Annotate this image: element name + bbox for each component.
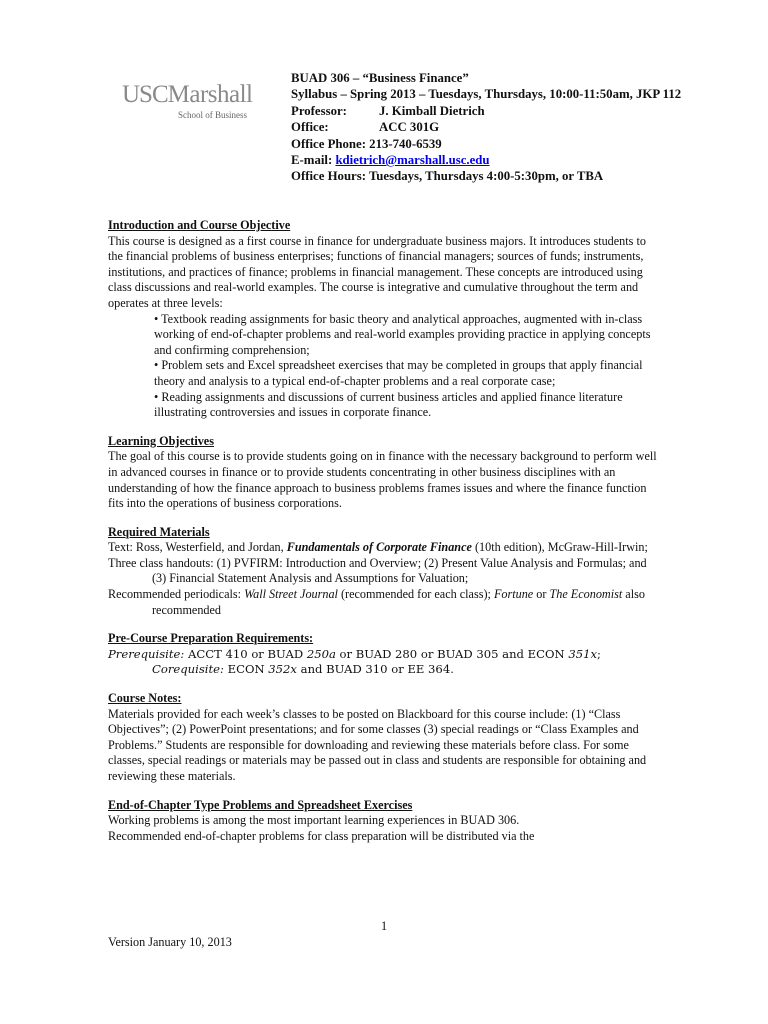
course-title: BUAD 306 – “Business Finance”: [291, 71, 469, 85]
version-footer: Version January 10, 2013: [108, 935, 232, 949]
syllabus-line: Syllabus – Spring 2013 – Tuesdays, Thursdays, 10:00-11:50am, JKP 112: [291, 87, 682, 102]
list-item: • Reading assignments and discussions of current business articles and applied finance literature illustrating controversies and issues in corporate finance.: [154, 389, 623, 420]
section-title-notes: Course Notes:: [108, 691, 182, 706]
logo-subtitle: School of Business: [178, 110, 248, 120]
intro-bullet-list: [154, 312, 663, 421]
section-title-materials: Required Materials: [108, 524, 210, 539]
problems-line-2: Recommended end-of-chapter problems for class preparation will be distributed via the: [108, 828, 535, 843]
office-line: Office: ACC 301G: [291, 120, 440, 135]
professor-line: Professor: J. Kimball Dietrich: [291, 103, 485, 118]
intro-paragraph: This course is designed as a first course in finance for undergraduate business majors. It introduces students to the financial problems of business enterprises; functions of financial managers; sources of funds; instruments, institutions, and practices of finance; problems in financial management. These concepts are introduced using class discussions and real-world examples. The course is integrative and cumulative throughout the term and operates at three levels:: [108, 233, 646, 310]
periodicals-line: Recommended periodicals: Wall Street Journal (recommended for each class); Fortune or The Economist also recommended: [108, 587, 645, 617]
list-item: • Textbook reading assignments for basic theory and analytical approaches, augmented with in-class working of end-of-chapter problems and real-world examples providing practice in applying concepts and confirming comprehension;: [154, 311, 651, 357]
corequisite-line: Corequisite: ECON 352x and BUAD 310 or EE 364.: [152, 662, 454, 677]
office-hours: Office Hours: Tuesdays, Thursdays 4:00-5:30pm, or TBA: [291, 169, 604, 184]
email-link[interactable]: kdietrich@marshall.usc.edu: [335, 153, 490, 168]
list-item: • Problem sets and Excel spreadsheet exercises that may be completed in groups that apply financial theory and analysis to a typical end-of-chapter problems and a real corporate case;: [154, 358, 643, 388]
textbook-title: Fundamentals of Corporate Finance: [286, 540, 472, 555]
page-number: 1: [381, 919, 388, 933]
section-title-learning: Learning Objectives: [108, 433, 214, 448]
problems-line-1: Working problems is among the most important learning experiences in BUAD 306.: [108, 813, 520, 828]
syllabus-body: [108, 218, 663, 844]
course-header: [291, 70, 731, 185]
usc-marshall-logo: [122, 82, 272, 124]
section-title-precourse: Pre-Course Preparation Requirements:: [108, 631, 314, 646]
handouts-line: Three class handouts: (1) PVFIRM: Introduction and Overview; (2) Present Value Analysis and Formulas; and (3) Financial Statement Analysis and Assumptions for Valuation;: [108, 555, 647, 586]
textbook-line: Text: Ross, Westerfield, and Jordan, Fundamentals of Corporate Finance (10th edition), McGraw-Hill-Irwin;: [108, 540, 648, 555]
email-line: E-mail: kdietrich@marshall.usc.edu: [291, 153, 490, 168]
logo-wordmark: USCMarshall: [122, 81, 253, 108]
prerequisite-line: Prerequisite: ACCT 410 or BUAD 250a or BUAD 280 or BUAD 305 and ECON 351x;: [108, 646, 601, 661]
section-title-intro: Introduction and Course Objective: [108, 218, 291, 232]
notes-paragraph: Materials provided for each week’s classes to be posted on Blackboard for this course include: (1) “Class Objectives”; (2) PowerPoint presentations; and for some classes (3) special readings or “Class Examples and Problems.” Students are responsible for downloading and reviewing these materials before class. For some classes, special readings or materials may be passed out in class and students are responsible for obtaining and reviewing these materials.: [108, 706, 647, 783]
office-phone: Office Phone: 213-740-6539: [291, 136, 442, 151]
learning-paragraph: The goal of this course is to provide students going on in finance with the necessary background to perform well in advanced courses in finance or to provide students concentrating in other business disciplines with an understanding of how the finance approach to business problems frames issues and where the finance function fits into the operations of business corporations.: [108, 449, 657, 511]
section-title-problems: End-of-Chapter Type Problems and Spreadsheet Exercises: [108, 797, 413, 812]
